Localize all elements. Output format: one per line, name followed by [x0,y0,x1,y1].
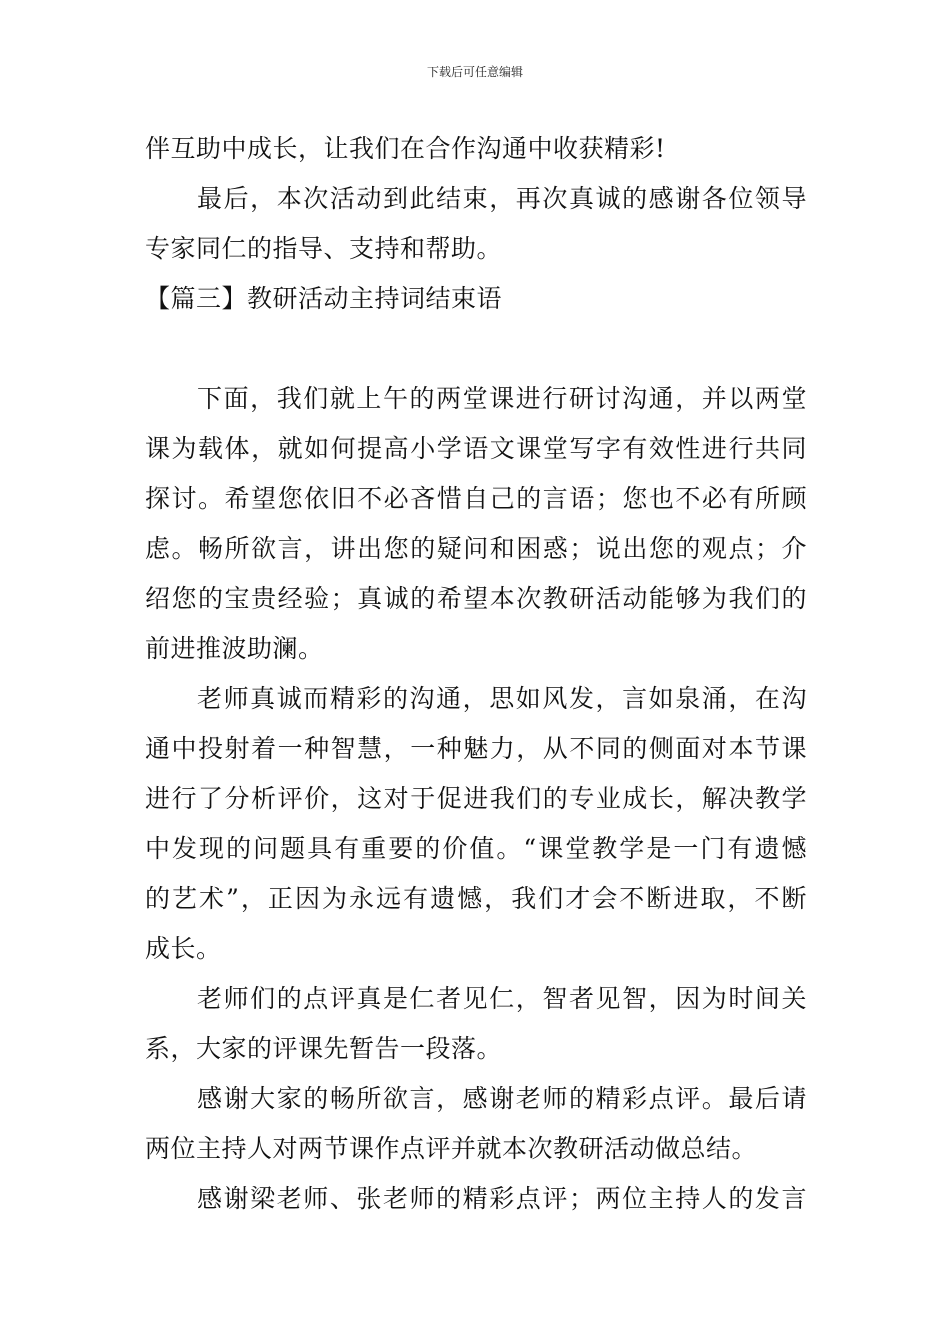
paragraph-line: 前进推波助澜。 [145,634,324,663]
paragraph-line: 系，大家的评课先暂告一段落。 [145,1034,503,1063]
paragraph-line: 通中投射着一种智慧，一种魅力，从不同的侧面对本节课 [145,734,807,763]
paragraph-line: 成长。 [145,934,222,963]
paragraph-line: 下面，我们就上午的两堂课进行研讨沟通，并以两堂 [197,384,807,413]
page-header: 下载后可任意编辑 [426,65,523,79]
paragraph-line: 绍您的宝贵经验；真诚的希望本次教研活动能够为我们的 [145,584,807,613]
paragraph-line: 专家同仁的指导、支持和帮助。 [145,234,503,263]
paragraph-line: 进行了分析评价，这对于促进我们的专业成长，解决教学 [145,784,807,813]
paragraph-line: 两位主持人对两节课作点评并就本次教研活动做总结。 [145,1134,758,1163]
paragraph-line: 的艺术”，正因为永远有遗憾，我们才会不断进取，不断 [145,884,807,913]
paragraph-line: 感谢大家的畅所欲言，感谢老师的精彩点评。最后请 [197,1084,807,1113]
paragraph-line: 最后，本次活动到此结束，再次真诚的感谢各位领导 [197,184,807,213]
paragraph-line: 老师真诚而精彩的沟通，思如风发，言如泉涌，在沟 [197,684,807,713]
paragraph-line: 课为载体，就如何提高小学语文课堂写字有效性进行共同 [145,434,807,463]
paragraph-line: 虑。畅所欲言，讲出您的疑问和困惑；说出您的观点；介 [145,534,807,563]
paragraph-line: 伴互助中成长，让我们在合作沟通中收获精彩! [145,134,666,163]
blank-line [145,324,807,374]
paragraph-line: 中发现的问题具有重要的价值。“课堂教学是一门有遗憾 [145,834,807,863]
paragraph-line: 老师们的点评真是仁者见仁，智者见智，因为时间关 [197,984,807,1013]
paragraph-line: 感谢梁老师、张老师的精彩点评；两位主持人的发言 [197,1184,807,1213]
section-heading: 【篇三】教研活动主持词结束语 [145,284,503,313]
document-body [145,124,807,1224]
paragraph-line: 探讨。希望您依旧不必吝惜自己的言语；您也不必有所顾 [145,484,807,513]
